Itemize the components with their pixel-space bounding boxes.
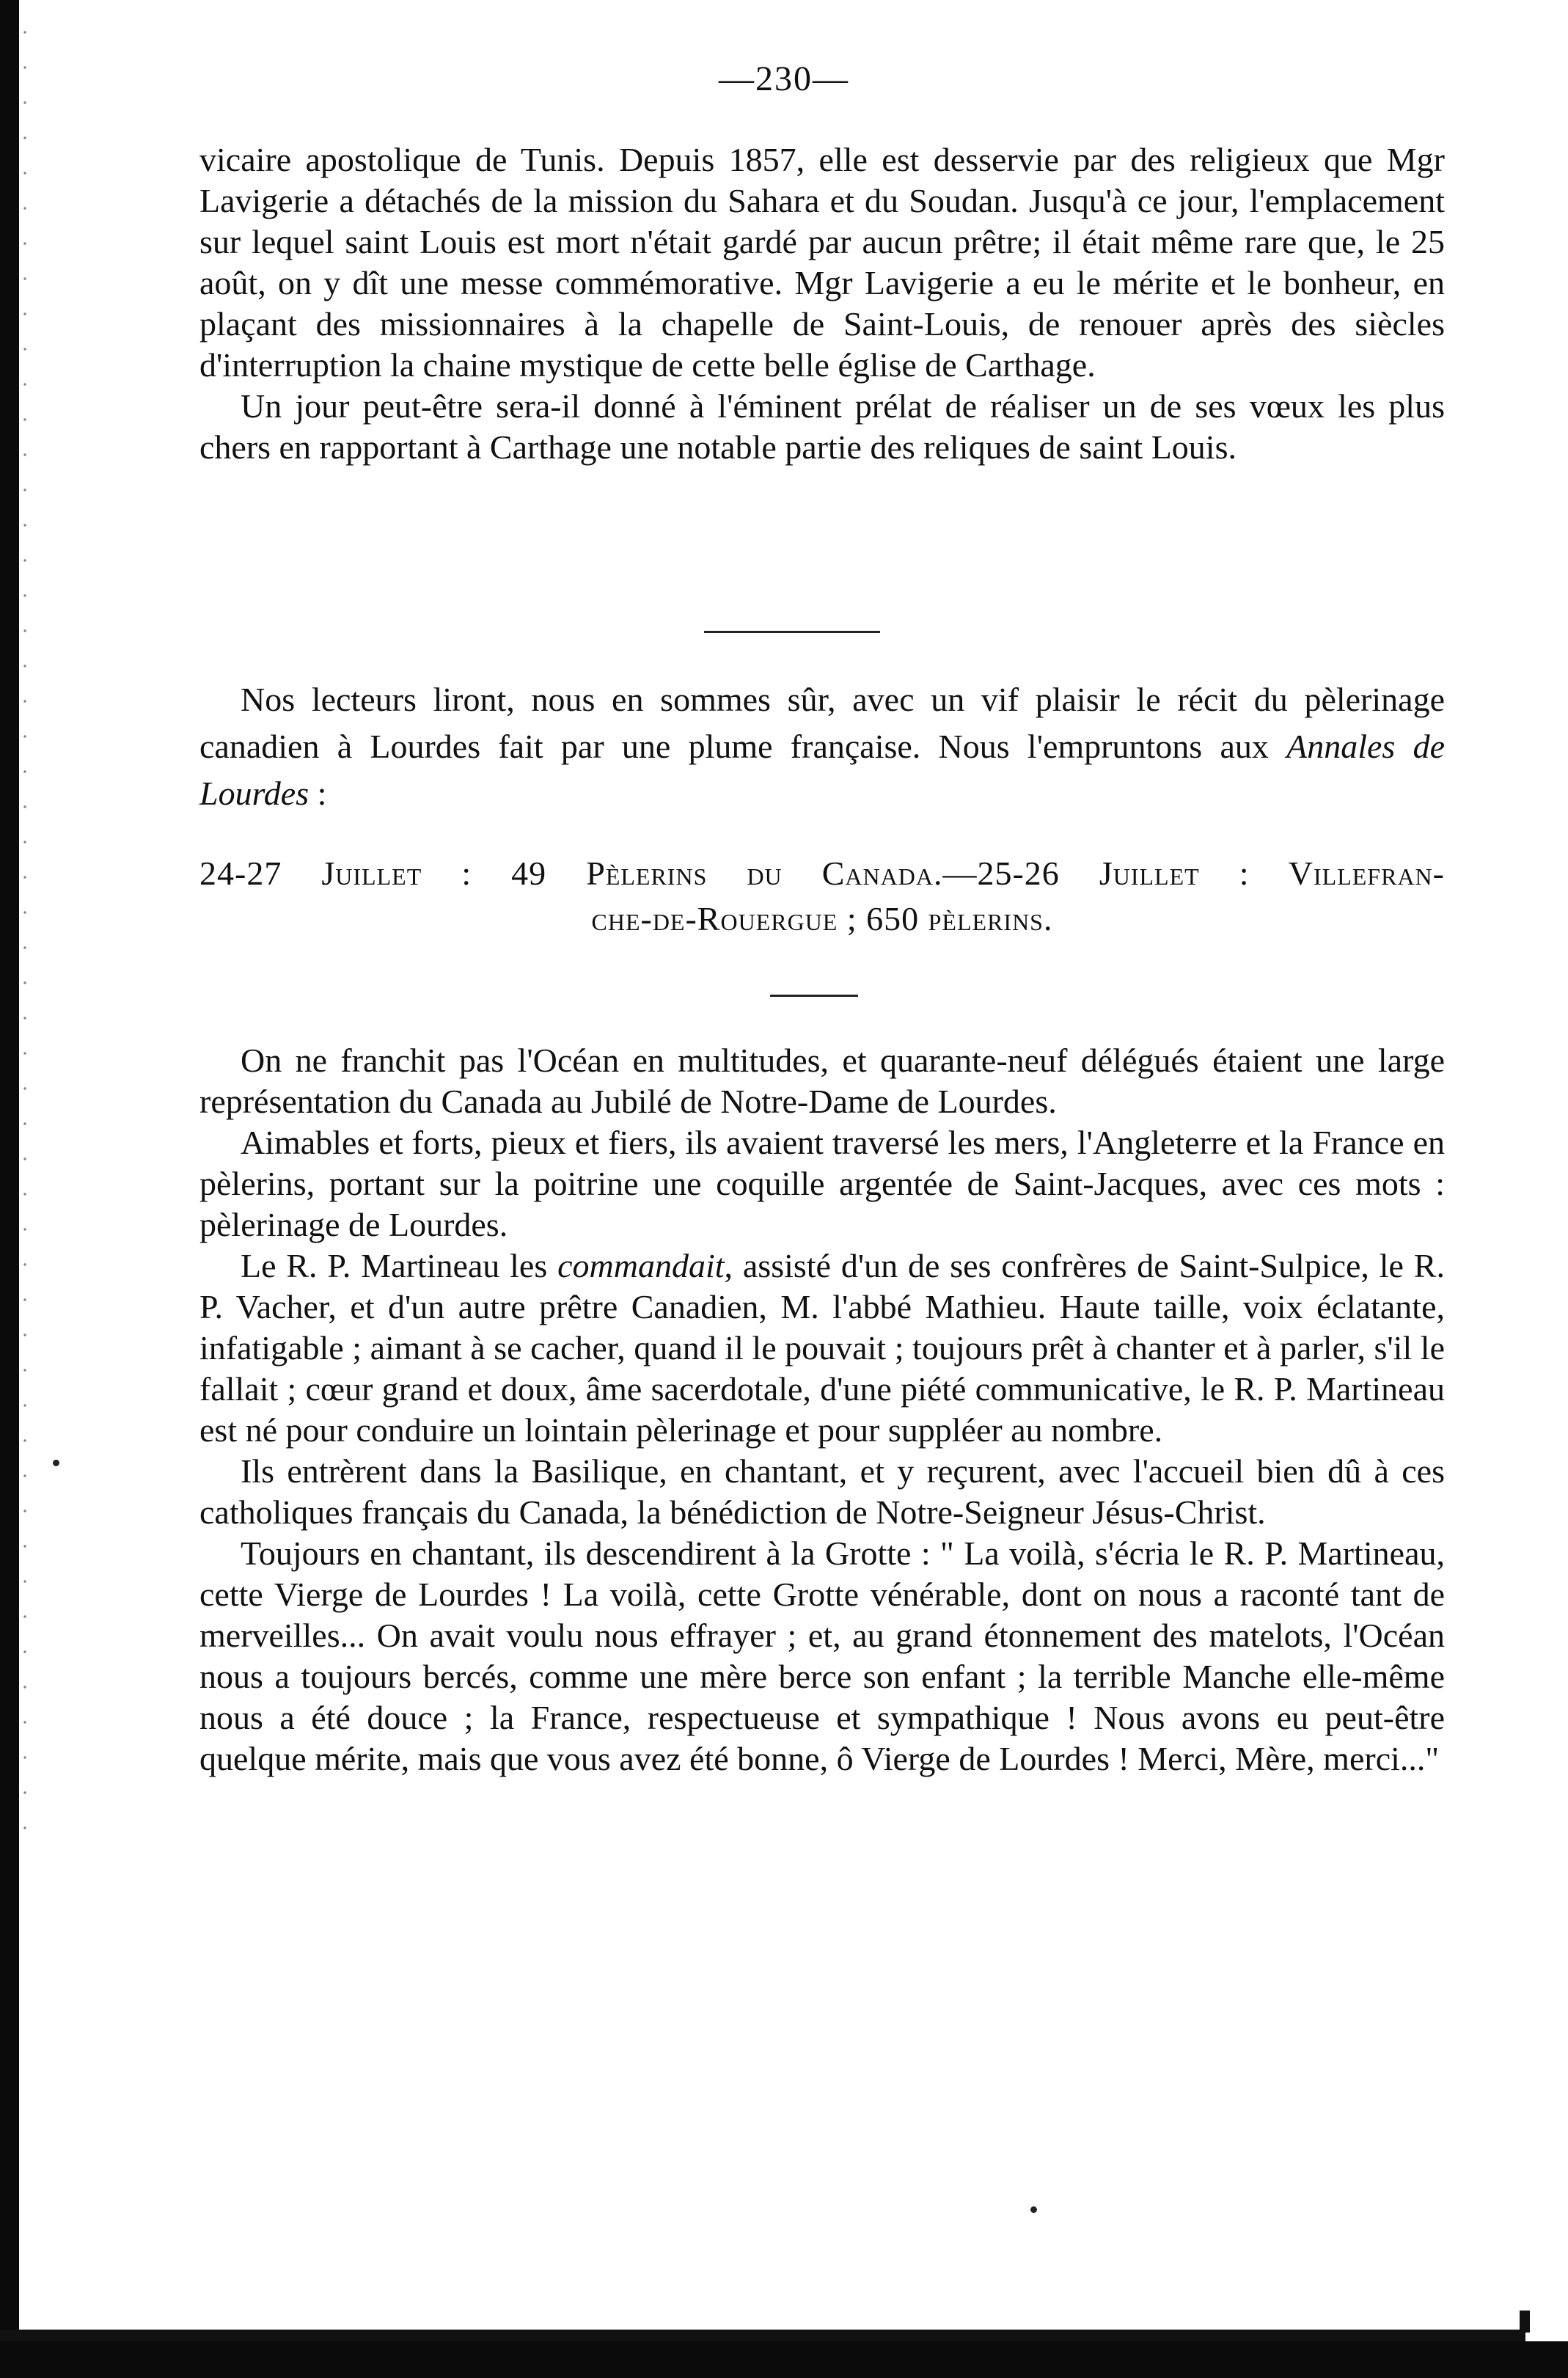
italic-word: commandait [557,1247,725,1284]
paragraph [199,1533,1445,1779]
scan-border-corner [1520,2311,1530,2333]
paragraph: vicaire apostolique de Tunis. Depuis 1857, elle est desservie par des religieux que Mgr Lavigerie a détachés de la mission du Sahara et du Soudan. Jusqu'à ce jour, l'emplacement sur lequel saint Louis est mort n'était gardé par aucun prêtre; il était même rare que, le 25 août, on y dît une messe commémorative. Mgr Lavigerie a eu le mérite et le bonheur, en plaçant des missionnaires à la chapelle de Saint-Louis, de renouer après des siècles d'interruption la chaine mystique de cette belle église de Carthage. [199,141,1445,384]
paragraph-text: Le R. P. Martineau les [241,1247,558,1284]
paragraph [199,1451,1445,1533]
source-title: Annales de Lourdes [199,728,1445,812]
dateline-line-1: 24-27 Juillet : 49 Pèlerins du Canada.—25-26 Juillet : Villefran- [199,855,1445,892]
paragraph [199,1122,1445,1245]
paragraph: Un jour peut-être sera-il donné à l'éminent prélat de réaliser un de ses vœux les plus chers en rapportant à Carthage une notable partie des reliques de saint Louis. [199,387,1445,466]
ink-speck [1030,2206,1037,2213]
paragraph-text: Aimables et forts, pieux et fiers, ils avaient traversé les mers, l'Angleterre et la France en pèlerins, portant sur la poitrine une coquille argentée de Saint-Jacques, avec ces mots : pèlerinage de Lourdes. [199,1124,1445,1243]
ink-speck [53,1460,59,1466]
dateline-heading [199,851,1445,942]
intro-block [199,676,1445,817]
section-divider [704,631,880,633]
intro-text: Nos lecteurs liront, nous en sommes sûr, avec un vif plaisir le récit du pèlerinage canadien à Lourdes fait par une plume française. Nous l'empruntons aux [199,681,1445,765]
intro-tail: : [309,775,327,812]
paragraph-text: Ils entrèrent dans la Basilique, en chantant, et y reçurent, avec l'accueil bien dû à ces catholiques français du Canada, la bénédiction de Notre-Seigneur Jésus-Christ. [199,1452,1445,1531]
dateline-line-2: che-de-Rouergue ; 650 pèlerins. [591,900,1053,937]
narrative-block [199,1040,1445,1779]
top-text-block [199,139,1445,468]
page-number: —230— [719,59,849,98]
paragraph [199,1245,1445,1451]
paragraph-text: Toujours en chantant, ils descendirent à la Grotte : " La voilà, s'écria le R. P. Martineau, cette Vierge de Lourdes ! La voilà, cette Grotte vénérable, dont on nous a raconté tant de merveilles... On avait voulu nous effrayer ; et, au grand étonnement des matelots, l'Océan nous a toujours bercés, comme une mère berce son enfant ; la terrible Manche elle-même nous a été douce ; la France, respectueuse et sympathique ! Nous avons eu peut-être quelque mérite, mais que vous avez été bonne, ô Vierge de Lourdes ! Merci, Mère, merci..." [199,1534,1445,1777]
scan-margin-marks [22,15,28,1834]
paragraph-text: On ne franchit pas l'Océan en multitudes, et quarante-neuf délégués étaient une large représentation du Canada au Jubilé de Notre-Dame de Lourdes. [199,1042,1445,1120]
intro-paragraph [199,676,1445,817]
paragraph-text: , assisté d'un de ses confrères de Saint-Sulpice, le R. P. Vacher, et d'un autre prêtre Canadien, M. l'abbé Mathieu. Haute taille, voix éclatante, infatigable ; aimant à se cacher, quand il le pouvait ; toujours prêt à chanter et à parler, s'il le fallait ; cœur grand et doux, âme sacerdotale, d'une piété communicative, le R. P. Martineau est né pour conduire un lointain pèlerinage et pour suppléer au nombre. [199,1247,1445,1449]
paragraph [199,1040,1445,1122]
short-divider [770,995,858,997]
scan-border-bottom [0,2341,1568,2378]
scan-border-left [0,0,19,2378]
scan-border-bottom-inner [0,2330,1525,2341]
